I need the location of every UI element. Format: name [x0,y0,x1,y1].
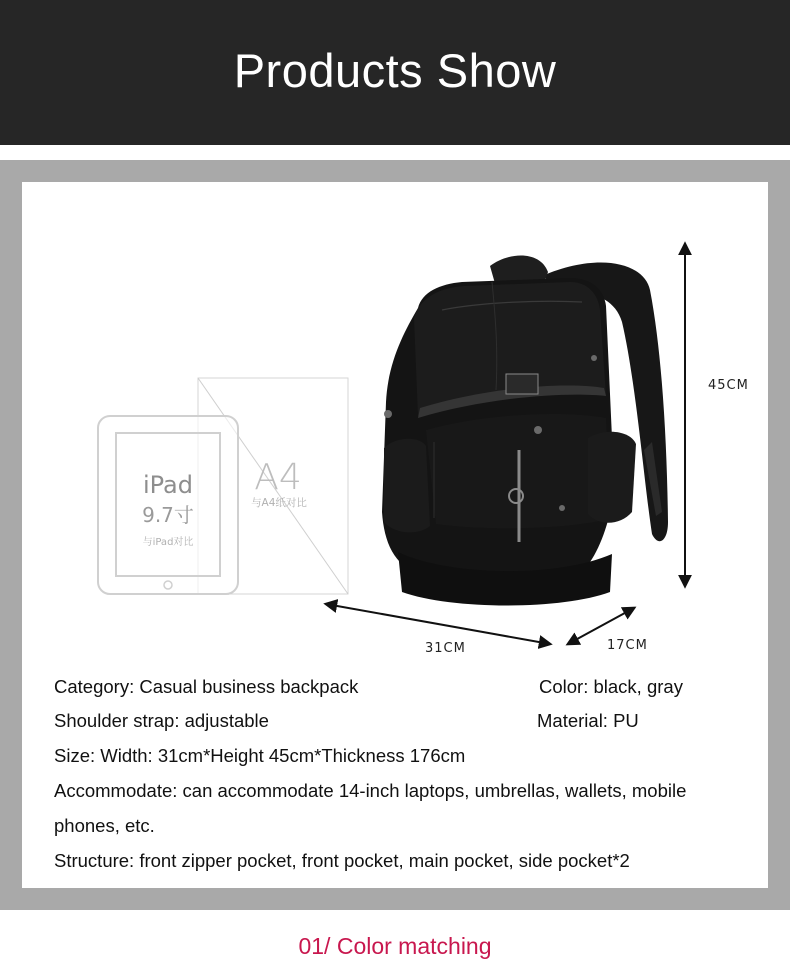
a4-compare: 与A4纸对比 [251,497,307,509]
ipad-compare: 与iPad对比 [142,537,194,548]
width-label: 31CM [425,641,466,656]
spec-structure: Structure: front zipper pocket, front pocket, main pocket, side pocket*2 [54,850,630,871]
product-frame [0,160,790,910]
spec-strap: Shoulder strap: adjustable [54,710,269,731]
height-label: 45CM [708,378,749,393]
spec-category: Category: Casual business backpack [54,676,359,697]
spec-accommodate-line1: Accommodate: can accommodate 14-inch laptops, umbrellas, wallets, mobile [54,780,687,801]
page-title: Products Show [233,43,557,97]
width-arrow [326,604,550,644]
backpack-image [382,255,668,605]
section-title-color-matching: 01/ Color matching [298,933,492,959]
ipad-title: iPad [142,471,194,499]
product-figure [22,182,768,672]
spec-material: Material: PU [537,710,639,731]
product-panel [22,182,768,888]
a4-title: A4 [254,457,302,498]
header-banner [0,0,790,145]
spec-accommodate-line2: phones, etc. [54,815,155,836]
spec-color: Color: black, gray [539,676,683,697]
depth-label: 17CM [607,638,648,653]
spec-size: Size: Width: 31cm*Height 45cm*Thickness 176cm [54,745,466,766]
ipad-size: 9.7寸 [142,503,194,527]
